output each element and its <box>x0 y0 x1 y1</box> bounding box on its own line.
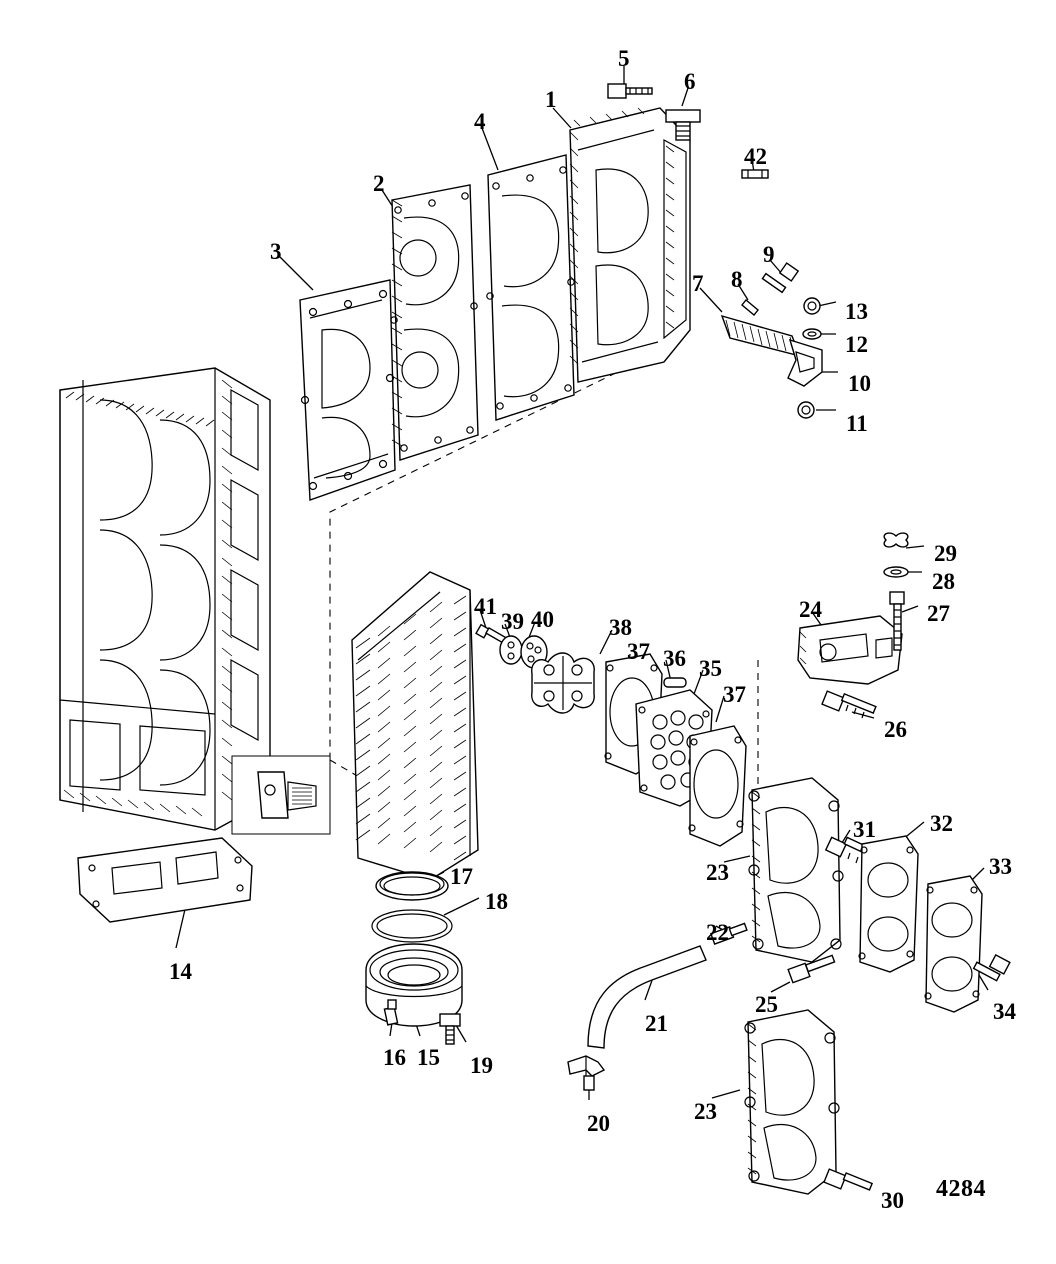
callout-18: 18 <box>485 889 508 914</box>
callout-13: 13 <box>845 299 868 324</box>
part-28-washer <box>884 567 908 577</box>
part-23-reed-block-housing-lower <box>745 1010 839 1194</box>
part-18-o-ring <box>372 910 452 942</box>
part-33-reed-block-gasket <box>925 876 982 1012</box>
callout-35: 35 <box>699 656 722 681</box>
part-1-cylinder-block <box>570 108 690 382</box>
callout-1: 1 <box>545 87 557 112</box>
part-13-nut <box>804 298 820 314</box>
callout-3: 3 <box>270 239 282 264</box>
part-crankcase-block <box>352 572 478 880</box>
callout-17: 17 <box>450 864 473 889</box>
callout-2: 2 <box>373 171 385 196</box>
callout-41: 41 <box>474 594 497 619</box>
part-39-retainer <box>500 636 522 664</box>
callout-39: 39 <box>501 609 524 634</box>
callout-14: 14 <box>169 959 192 984</box>
callout-23-upper: 23 <box>706 860 729 885</box>
callout-7: 7 <box>692 271 704 296</box>
callout-8: 8 <box>731 267 743 292</box>
part-26-bolt <box>822 691 876 718</box>
part-9-bolt <box>762 263 798 292</box>
part-42-dowel-pin <box>742 170 768 178</box>
part-32-reed-block-gasket <box>859 836 918 972</box>
part-3-cylinder-head <box>300 280 395 500</box>
sheet-code: 4284 <box>936 1176 986 1202</box>
part-14-end-cap-plate <box>78 838 252 922</box>
part-24-mounting-bracket <box>798 616 902 684</box>
callout-31: 31 <box>853 817 876 842</box>
part-29-wing-nut <box>884 533 908 547</box>
callout-12: 12 <box>845 332 868 357</box>
part-5-bolt <box>608 84 652 98</box>
part-30-bolt <box>824 1169 872 1190</box>
callout-32: 32 <box>930 811 953 836</box>
callout-21: 21 <box>645 1011 668 1036</box>
callout-19: 19 <box>470 1053 493 1078</box>
callout-6: 6 <box>684 69 696 94</box>
part-20-connector-fitting <box>568 1056 604 1090</box>
callout-25: 25 <box>755 992 778 1017</box>
callout-5: 5 <box>618 46 630 71</box>
part-23-reed-block-housing-upper <box>749 778 843 962</box>
callout-10: 10 <box>848 371 871 396</box>
callout-37-right: 37 <box>723 682 746 707</box>
callout-36: 36 <box>663 646 686 671</box>
callout-37-left: 37 <box>627 639 650 664</box>
part-17-oil-seal <box>376 872 448 900</box>
callout-40: 40 <box>531 607 554 632</box>
part-10-reed-stop-bracket <box>788 340 822 386</box>
part-8-screw <box>742 300 758 315</box>
callout-29: 29 <box>934 541 957 566</box>
part-2-cylinder-head-cover <box>391 185 478 460</box>
part-12-washer <box>803 329 821 339</box>
callout-38: 38 <box>609 615 632 640</box>
callout-11: 11 <box>846 411 868 436</box>
callout-42: 42 <box>744 144 767 169</box>
callout-16: 16 <box>383 1045 406 1070</box>
callout-24: 24 <box>799 597 822 622</box>
callout-30: 30 <box>881 1188 904 1213</box>
callout-26: 26 <box>884 717 907 742</box>
callout-27: 27 <box>927 601 950 626</box>
callout-28: 28 <box>932 569 955 594</box>
callout-20: 20 <box>587 1111 610 1136</box>
part-38-reed-valve-assembly <box>532 653 594 713</box>
callout-34: 34 <box>993 999 1016 1024</box>
part-11-nut <box>798 402 814 418</box>
part-7-reed-block <box>722 316 800 356</box>
callout-15: 15 <box>417 1045 440 1070</box>
part-37-gasket-right <box>689 726 746 846</box>
callout-4: 4 <box>474 109 486 134</box>
callout-23-lower: 23 <box>694 1099 717 1124</box>
part-19-bolt <box>440 1014 460 1044</box>
part-36-dowel-pin <box>664 678 686 687</box>
callout-9: 9 <box>763 242 775 267</box>
callout-33: 33 <box>989 854 1012 879</box>
part-4-cylinder-head-gasket <box>487 155 574 420</box>
callout-22: 22 <box>706 920 729 945</box>
inset-detail-box <box>232 756 330 834</box>
